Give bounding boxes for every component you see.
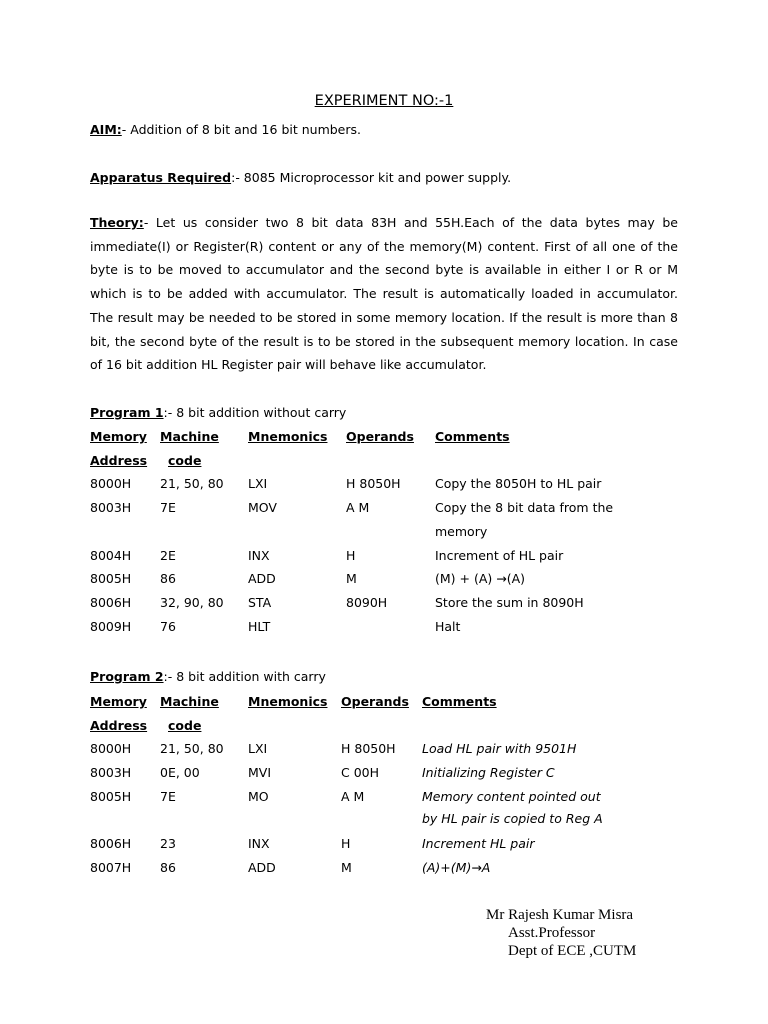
table-cell: 86 (160, 571, 176, 586)
table-cell: 21, 50, 80 (160, 741, 224, 756)
column-header: Operands (346, 429, 414, 444)
program1-label: Program 1 (90, 405, 164, 420)
table-cell: MOV (248, 500, 277, 515)
aim-line (90, 122, 361, 137)
table-cell: Copy the 8 bit data from the (435, 500, 614, 515)
aim-label: AIM: (90, 122, 122, 137)
column-header: Comments (435, 429, 510, 444)
table-cell: 8007H (90, 860, 132, 875)
table-cell: INX (248, 548, 270, 563)
table-cell: (A)+(M)→A (422, 860, 491, 875)
table-cell: M (341, 860, 352, 875)
table-cell: ADD (248, 571, 276, 586)
table-cell: MO (248, 789, 269, 804)
table-cell: A M (346, 500, 370, 515)
table-cell: 76 (160, 619, 176, 634)
table-cell: 7E (160, 500, 176, 515)
table-cell: STA (248, 595, 272, 610)
table-cell: 8009H (90, 619, 132, 634)
table-cell: H 8050H (346, 476, 401, 491)
column-header: code (168, 718, 202, 733)
signature-dept: Dept of ECE ,CUTM (508, 943, 637, 959)
column-header: Mnemonics (248, 429, 328, 444)
table-cell: 8005H (90, 789, 132, 804)
column-header: code (168, 453, 202, 468)
table-cell: C 00H (341, 765, 380, 780)
apparatus-text: :- 8085 Microprocessor kit and power supply. (231, 170, 512, 185)
column-header: Machine (160, 429, 219, 444)
program2-title: :- 8 bit addition with carry (163, 669, 326, 684)
apparatus-label: Apparatus Required (90, 170, 232, 185)
table-cell: Increment HL pair (422, 836, 535, 851)
column-header: Machine (160, 694, 219, 709)
aim-text: - Addition of 8 bit and 16 bit numbers. (121, 122, 361, 137)
table-cell: 2E (160, 548, 176, 563)
table-cell: 8090H (346, 595, 388, 610)
column-header: Memory (90, 429, 147, 444)
signature-title: Asst.Professor (508, 925, 596, 941)
program1-title: :- 8 bit addition without carry (163, 405, 347, 420)
table-cell: 86 (160, 860, 176, 875)
table-cell: H (346, 548, 356, 563)
table-cell: memory (435, 524, 488, 539)
table-cell: by HL pair is copied to Reg A (422, 811, 603, 826)
page-title: EXPERIMENT NO:-1 (314, 93, 454, 109)
table-cell: 8000H (90, 476, 132, 491)
table-cell: 23 (160, 836, 176, 851)
theory-paragraph (90, 211, 678, 377)
column-header: Comments (422, 694, 497, 709)
table-cell: 8006H (90, 595, 132, 610)
signature-name: Mr Rajesh Kumar Misra (486, 907, 634, 923)
table-cell: 32, 90, 80 (160, 595, 224, 610)
table-cell: HLT (248, 619, 271, 634)
table-cell: 8005H (90, 571, 132, 586)
table-cell: A M (341, 789, 365, 804)
table-cell: Copy the 8050H to HL pair (435, 476, 602, 491)
apparatus-line (90, 170, 511, 185)
table-cell: 8000H (90, 741, 132, 756)
column-header: Operands (341, 694, 409, 709)
theory-text: - Let us consider two 8 bit data 83H and 55H.Each of the data bytes may be immediate(I) or Register(R) content or any of the memory(M) content. First of all one of the byte is to be moved to accumulator and the second byte is available in either I or R or M which is to be added with accumulator. The result is automatically loaded in accumulator. The result may be needed to be stored in some memory location. If the result is more than 8 bit, the second byte of the result is to be stored in the subsequent memory location. In case of 16 bit addition HL Register pair will behave like accumulator. (90, 215, 678, 373)
table-cell: M (346, 571, 357, 586)
table-cell: (M) + (A) →(A) (435, 571, 526, 586)
column-header: Mnemonics (248, 694, 328, 709)
table-cell: Memory content pointed out (422, 789, 601, 804)
table-cell: Load HL pair with 9501H (422, 741, 577, 756)
table-cell: ADD (248, 860, 276, 875)
program1-heading (90, 405, 346, 420)
table-cell: 0E, 00 (160, 765, 200, 780)
table-cell: LXI (248, 476, 268, 491)
table-cell: 8004H (90, 548, 132, 563)
table-cell: Initializing Register C (422, 765, 555, 780)
table-cell: INX (248, 836, 270, 851)
table-cell: 8003H (90, 500, 132, 515)
program2-heading (90, 669, 326, 684)
table-cell: MVI (248, 765, 272, 780)
program2-label: Program 2 (90, 669, 164, 684)
table-cell: H (341, 836, 351, 851)
table-cell: Increment of HL pair (435, 548, 564, 563)
table-cell: LXI (248, 741, 268, 756)
table-cell: Halt (435, 619, 461, 634)
column-header: Address (90, 453, 148, 468)
table-cell: 7E (160, 789, 176, 804)
column-header: Memory (90, 694, 147, 709)
table-cell: Store the sum in 8090H (435, 595, 584, 610)
theory-label: Theory: (90, 215, 144, 230)
table-cell: 8006H (90, 836, 132, 851)
table-cell: H 8050H (341, 741, 396, 756)
table-cell: 8003H (90, 765, 132, 780)
table-cell: 21, 50, 80 (160, 476, 224, 491)
column-header: Address (90, 718, 148, 733)
